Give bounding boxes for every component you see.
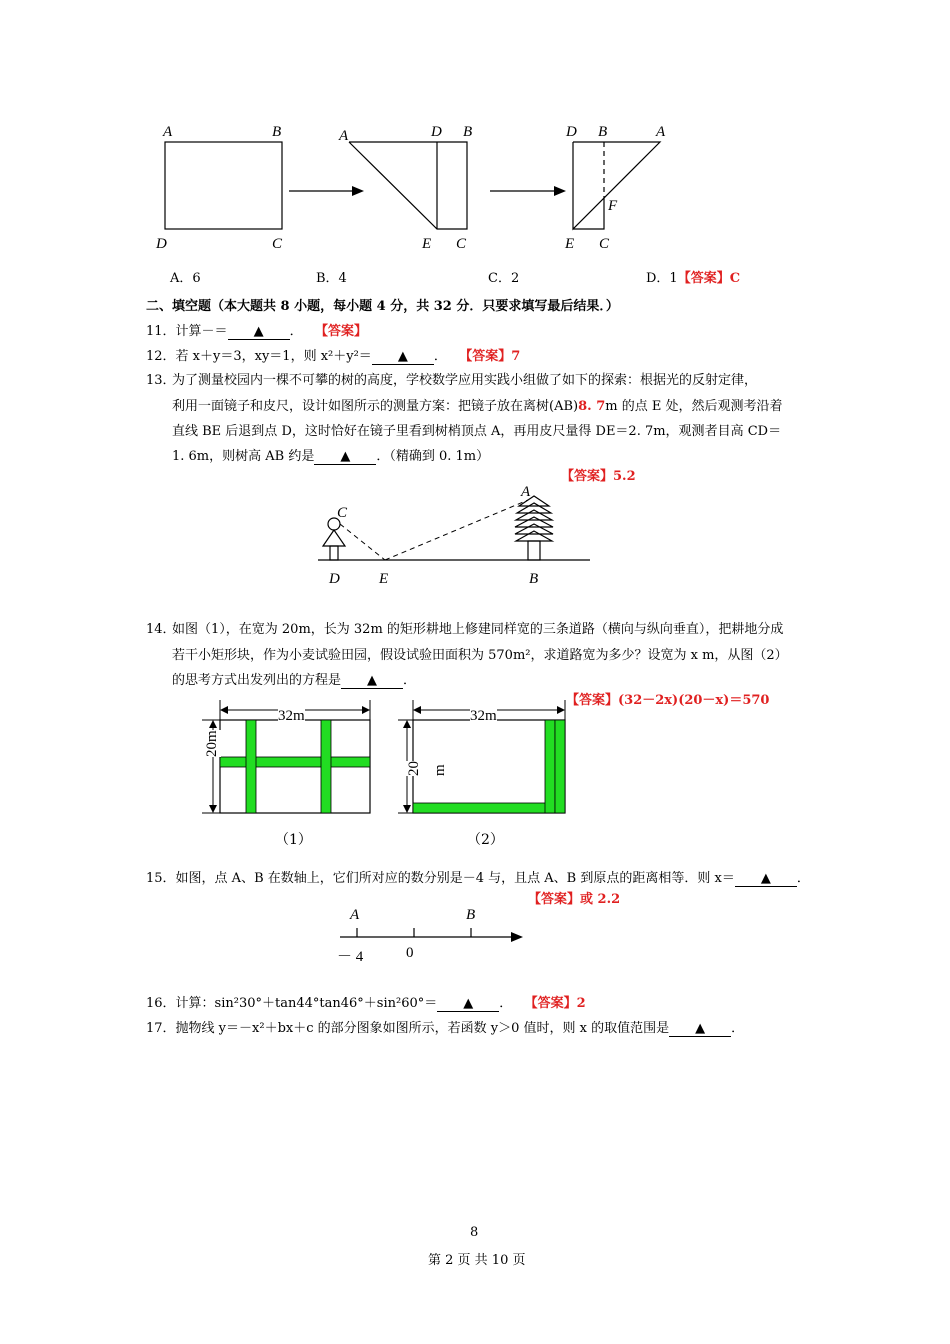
q17-text: 抛物线 y＝－x²＋bx＋c 的部分图象如图所示，若函数 y＞0 值时，则 x 的取值范围是 [175, 1021, 670, 1036]
q14-line-3b: ． [403, 673, 417, 688]
choice-b: B．4 [316, 271, 347, 286]
q11-triangle: ▲ [253, 324, 264, 339]
fold3-label-f: F [608, 198, 618, 214]
question-17 [146, 1017, 744, 1037]
q15-tail: ． [796, 871, 810, 886]
fold3-label-c: C [599, 236, 610, 252]
field1-height-label: 20m [204, 730, 220, 757]
number-line-arrow [511, 932, 523, 942]
field1-width-label: 32m [278, 708, 305, 724]
fig13-label-c: C [337, 505, 348, 521]
field2-width-label: 32m [470, 708, 497, 724]
q12-answer: 【答案】7 [459, 349, 521, 364]
fold3-label-d: D [566, 124, 577, 140]
fold3-label-e: E [565, 236, 575, 252]
question-16 [146, 992, 586, 1012]
q11-answer: 【答案】 [314, 324, 367, 339]
choice-a: A．6 [170, 271, 201, 286]
q14-line-3a: 的思考方式出发列出的方程是 [172, 673, 342, 688]
q17-triangle: ▲ [695, 1021, 706, 1036]
q13-line-4a: 1. 6m，则树高 AB 约是 [172, 449, 315, 464]
fig13-label-a: A [521, 484, 531, 500]
q16-text: 计算：sin²30°＋tan44°tan46°＋sin²60°＝ [175, 996, 438, 1011]
choice-answer: 【答案】C [677, 271, 741, 286]
q15-answer: 【答案】或 2.2 [528, 892, 621, 907]
q17-blank [669, 1022, 731, 1037]
fold3-label-a: A [656, 124, 666, 140]
q16-tail: ． [499, 996, 513, 1011]
page-number: 8 [470, 1225, 479, 1240]
q11-text: 计算－＝ [175, 324, 228, 339]
q14-line-2: 若干小矩形块，作为小麦试验田园，假设试验田面积为 570m²，求道路宽为多少？设宽为 x m，从图（2） [172, 648, 788, 663]
q17-number: 17． [146, 1021, 176, 1036]
fold1-label-c: C [272, 236, 283, 252]
q15-number: 15． [146, 871, 176, 886]
numberline-label-zero: 0 [406, 945, 414, 961]
q14-number: 14． [146, 622, 176, 637]
fold1-label-b: B [272, 124, 282, 140]
fig13-label-b: B [529, 571, 539, 587]
q13-line-4b: ．（精确到 0. 1m） [376, 449, 490, 464]
q13-line-3: 直线 BE 后退到点 D，这时恰好在镜子里看到树梢顶点 A，再用皮尺量得 DE＝2. 7m，观测者目高 CD＝ [172, 424, 782, 439]
q16-triangle: ▲ [463, 996, 474, 1011]
q14-line-1: 如图（1），在宽为 20m，长为 32m 的矩形耕地上修建同样宽的三条道路（横向与纵向垂直），把耕地分成 [172, 622, 784, 637]
q14-triangle: ▲ [367, 673, 378, 688]
field1-caption: （1） [275, 832, 312, 848]
section-header: 二、填空题（本大题共 8 小题，每小题 4 分，共 32 分．只要求填写最后结果．） [146, 299, 619, 314]
q17-tail: ． [731, 1021, 745, 1036]
fig13-label-e: E [379, 571, 389, 587]
fold2-label-a: A [339, 128, 349, 144]
q12-text: 若 x＋y＝3，xy＝1，则 x²＋y²＝ [175, 349, 372, 364]
page-count: 第 2 页 共 10 页 [428, 1253, 526, 1268]
q13-line-2a: 利用一面镜子和皮尺，设计如图所示的测量方案：把镜子放在离树(AB) [172, 399, 579, 414]
q15-text: 如图，点 A、B 在数轴上，它们所对应的数分别是－4 与，且点 A、B 到原点的距离相等．则 x＝ [175, 871, 735, 886]
field2-height-label: 20 [406, 761, 422, 776]
fold3-label-b: B [598, 124, 608, 140]
choice-c: C．2 [488, 271, 520, 286]
fold2-label-b: B [463, 124, 473, 140]
q13-line-1: 为了测量校园内一棵不可攀的树的高度，学校数学应用实践小组做了如下的探索：根据光的反射定律， [172, 373, 758, 388]
q15-triangle: ▲ [760, 871, 771, 886]
q13-answer: 【答案】5.2 [561, 469, 636, 484]
fold2-label-e: E [422, 236, 432, 252]
q14-answer: 【答案】(32－2x)(20－x)＝570 [566, 693, 770, 708]
q12-triangle: ▲ [397, 349, 408, 364]
fold1-label-a: A [163, 124, 173, 140]
q12-number: 12． [146, 349, 176, 364]
fig13-label-d: D [329, 571, 340, 587]
numberline-label-neg4: － 4 [337, 949, 364, 965]
numberline-label-a: A [350, 907, 360, 923]
q16-blank [437, 997, 499, 1012]
q13-line-2b: m 的点 E 处，然后观测考沿着 [605, 399, 783, 414]
fold2-label-c: C [456, 236, 467, 252]
fold1-label-d: D [156, 236, 167, 252]
choice-d-text: D．1 [646, 271, 678, 286]
field2-height-unit: m [432, 764, 448, 776]
q16-answer: 【答案】2 [524, 996, 586, 1011]
numberline-label-b: B [466, 907, 476, 923]
q12-tail: ． [433, 349, 447, 364]
q16-number: 16． [146, 996, 176, 1011]
q13-number: 13． [146, 373, 176, 388]
fold2-label-d: D [431, 124, 442, 140]
q13-red-value: 8. 7 [578, 399, 606, 414]
q13-triangle: ▲ [340, 449, 351, 464]
field2-caption: （2） [467, 832, 504, 848]
q11-number: 11． [146, 324, 176, 339]
q11-tail: ． [289, 324, 303, 339]
